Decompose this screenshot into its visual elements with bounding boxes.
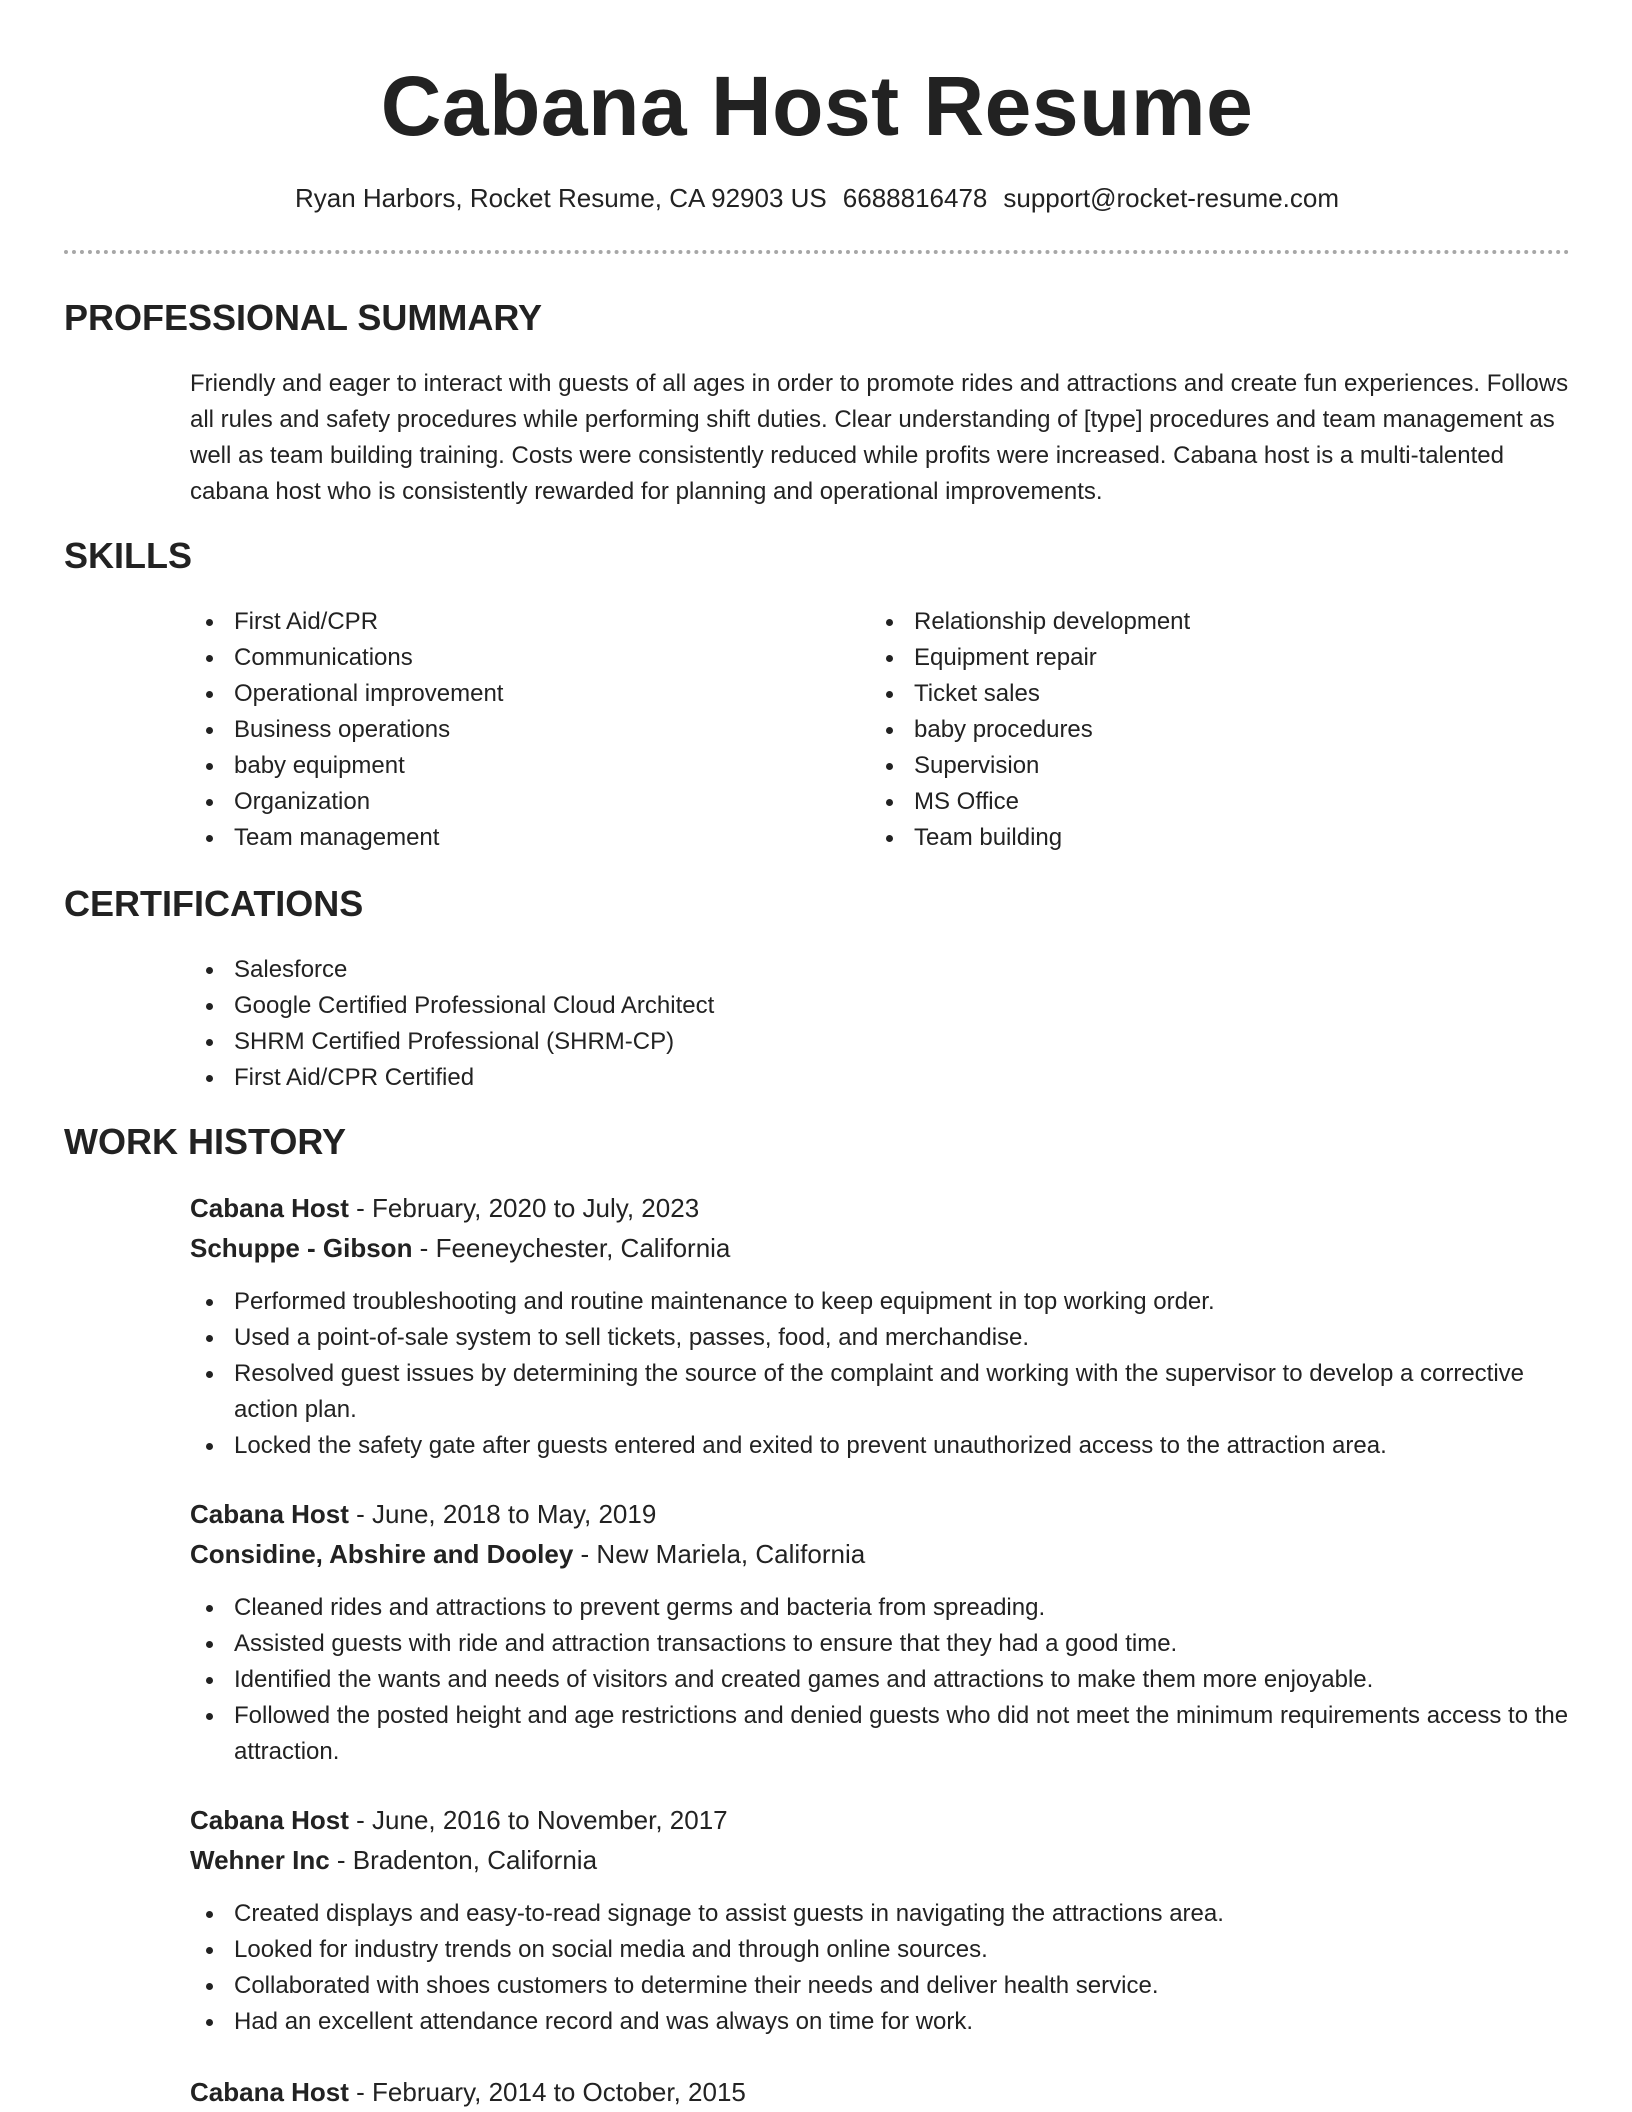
job-duties-list bbox=[190, 1896, 1570, 2040]
skill-item: Operational improvement bbox=[190, 676, 830, 712]
skill-item: MS Office bbox=[870, 784, 1510, 820]
skill-item: Communications bbox=[190, 640, 830, 676]
job-title: Cabana Host bbox=[190, 1499, 349, 1529]
separator: - bbox=[348, 2077, 373, 2107]
skill-item: Equipment repair bbox=[870, 640, 1510, 676]
job-company: Wehner Inc bbox=[190, 1845, 330, 1875]
skill-item: Team building bbox=[870, 820, 1510, 856]
skills-column-left bbox=[190, 604, 830, 856]
job-dates: February, 2014 to October, 2015 bbox=[372, 2077, 746, 2107]
skill-item: Ticket sales bbox=[870, 676, 1510, 712]
skill-item: First Aid/CPR bbox=[190, 604, 830, 640]
job-company-line bbox=[190, 1230, 730, 1266]
contact-address: Ryan Harbors, Rocket Resume, CA 92903 US bbox=[294, 183, 827, 213]
work-history-heading: WORK HISTORY bbox=[64, 1121, 347, 1162]
separator: - bbox=[329, 1845, 353, 1875]
job-duties bbox=[190, 1284, 1570, 1464]
duty-item: Performed troubleshooting and routine maintenance to keep equipment in top working order. bbox=[190, 1284, 1570, 1320]
certification-item: SHRM Certified Professional (SHRM-CP) bbox=[190, 1024, 1190, 1060]
skill-item: Business operations bbox=[190, 712, 830, 748]
job-title: Cabana Host bbox=[190, 2077, 349, 2107]
contact-email: support@rocket-resume.com bbox=[1003, 183, 1340, 213]
separator: - bbox=[348, 1193, 373, 1223]
duty-item: Followed the posted height and age restrictions and denied guests who did not meet the minimum requirements access to the attraction. bbox=[190, 1698, 1570, 1770]
contact-phone: 6688816478 bbox=[842, 183, 988, 213]
separator: - bbox=[573, 1539, 597, 1569]
duty-item: Cleaned rides and attractions to prevent germs and bacteria from spreading. bbox=[190, 1590, 1570, 1626]
job-duties-list bbox=[190, 1284, 1570, 1464]
skill-item: Relationship development bbox=[870, 604, 1510, 640]
summary-heading: PROFESSIONAL SUMMARY bbox=[64, 297, 543, 338]
job-title-line bbox=[190, 2074, 746, 2110]
separator: - bbox=[348, 1499, 373, 1529]
certifications-block bbox=[190, 952, 1190, 1096]
certification-item: Salesforce bbox=[190, 952, 1190, 988]
job-title: Cabana Host bbox=[190, 1193, 349, 1223]
resume-title: Cabana Host Resume bbox=[380, 59, 1254, 153]
job-dates: June, 2016 to November, 2017 bbox=[372, 1805, 728, 1835]
skills-column-right bbox=[870, 604, 1510, 856]
job-dates: February, 2020 to July, 2023 bbox=[372, 1193, 700, 1223]
skills-heading: SKILLS bbox=[64, 535, 193, 576]
job-location: New Mariela, California bbox=[596, 1539, 866, 1569]
job-title-line bbox=[190, 1802, 728, 1838]
job-title-line bbox=[190, 1496, 656, 1532]
job-title-line bbox=[190, 1190, 699, 1226]
duty-item: Identified the wants and needs of visitors and created games and attractions to make them more enjoyable. bbox=[190, 1662, 1570, 1698]
duty-item: Collaborated with shoes customers to determine their needs and deliver health service. bbox=[190, 1968, 1570, 2004]
certification-item: First Aid/CPR Certified bbox=[190, 1060, 1190, 1096]
job-location: Bradenton, California bbox=[352, 1845, 598, 1875]
skill-item: baby procedures bbox=[870, 712, 1510, 748]
skill-item: Team management bbox=[190, 820, 830, 856]
duty-item: Looked for industry trends on social media and through online sources. bbox=[190, 1932, 1570, 1968]
job-company: Schuppe - Gibson bbox=[190, 1233, 413, 1263]
job-duties bbox=[190, 1590, 1570, 1770]
skill-item: baby equipment bbox=[190, 748, 830, 784]
duty-item: Had an excellent attendance record and was always on time for work. bbox=[190, 2004, 1570, 2040]
duty-item: Used a point-of-sale system to sell tickets, passes, food, and merchandise. bbox=[190, 1320, 1570, 1356]
job-location: Feeneychester, California bbox=[435, 1233, 731, 1263]
duty-item: Assisted guests with ride and attraction transactions to ensure that they had a good time. bbox=[190, 1626, 1570, 1662]
resume-page bbox=[64, 0, 1570, 2112]
separator: - bbox=[348, 1805, 373, 1835]
job-duties bbox=[190, 1896, 1570, 2040]
certifications-heading: CERTIFICATIONS bbox=[64, 883, 364, 924]
job-company-line bbox=[190, 1536, 865, 1572]
skill-item: Supervision bbox=[870, 748, 1510, 784]
certification-item: Google Certified Professional Cloud Architect bbox=[190, 988, 1190, 1024]
skill-item: Organization bbox=[190, 784, 830, 820]
summary-text: Friendly and eager to interact with guests of all ages in order to promote rides and attractions and create fun experiences. Follows all rules and safety procedures while performing shift duties. Clear understanding of [type] procedures and team management as well as team building training. Costs were consistently reduced while profits were increased. Cabana host is a multi-talented cabana host who is consistently rewarded for planning and operational improvements. bbox=[190, 370, 1569, 505]
separator: - bbox=[412, 1233, 436, 1263]
job-duties-list bbox=[190, 1590, 1570, 1770]
contact-line bbox=[64, 180, 1570, 216]
duty-item: Locked the safety gate after guests entered and exited to prevent unauthorized access to the attraction area. bbox=[190, 1428, 1570, 1464]
job-company: Considine, Abshire and Dooley bbox=[190, 1539, 574, 1569]
skills-list-left bbox=[190, 604, 830, 856]
duty-item: Created displays and easy-to-read signage to assist guests in navigating the attractions area. bbox=[190, 1896, 1570, 1932]
header-divider bbox=[64, 250, 1570, 254]
duty-item: Resolved guest issues by determining the source of the complaint and working with the supervisor to develop a corrective action plan. bbox=[190, 1356, 1570, 1428]
job-dates: June, 2018 to May, 2019 bbox=[372, 1499, 657, 1529]
job-title: Cabana Host bbox=[190, 1805, 349, 1835]
certifications-list bbox=[190, 952, 1190, 1096]
job-company-line bbox=[190, 1842, 597, 1878]
skills-list-right bbox=[870, 604, 1510, 856]
